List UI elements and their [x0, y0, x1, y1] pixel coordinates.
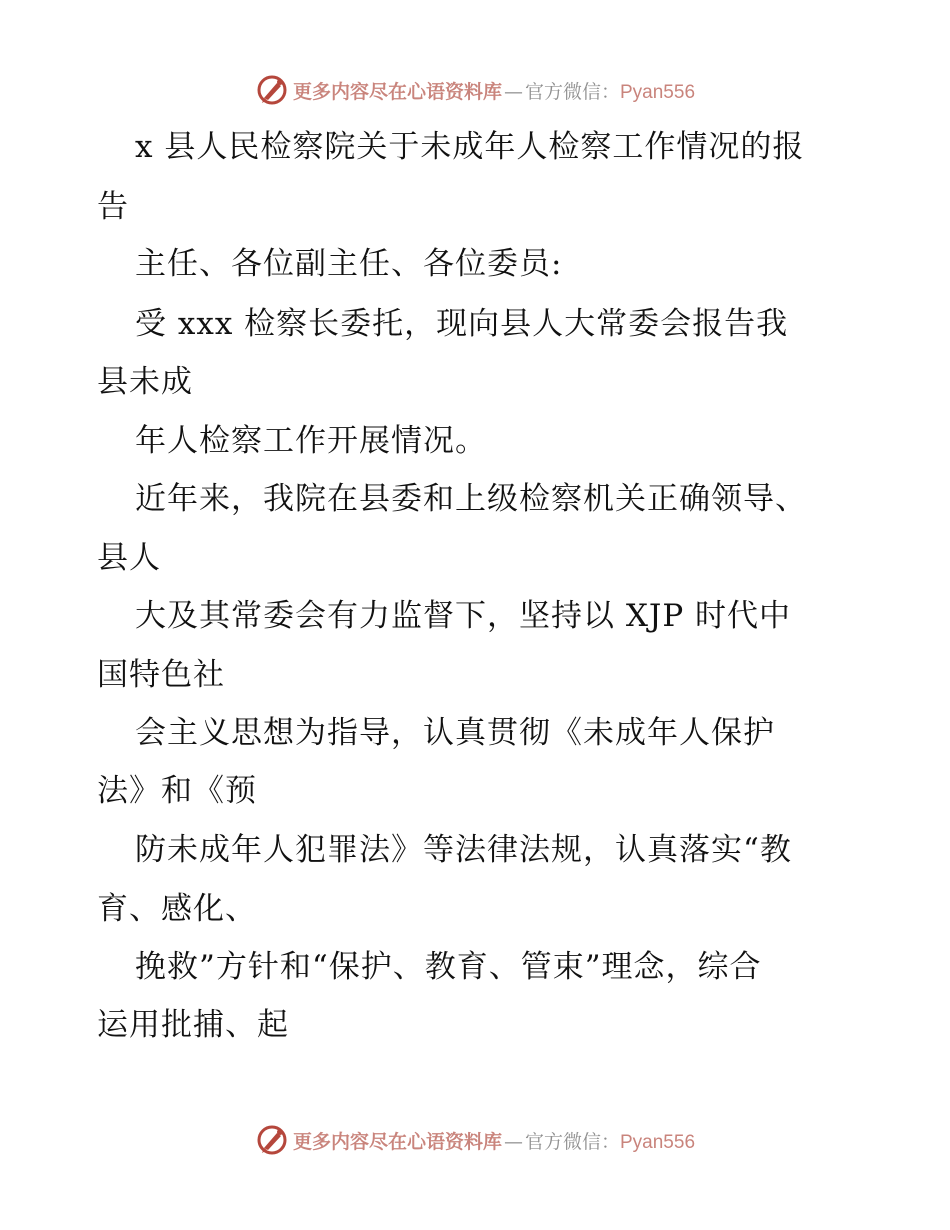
doc-line: 受 xxx 检察长委托，现向县人大常委会报告我 — [135, 306, 789, 342]
doc-line-salutation: 主任、各位副主任、各位委员: — [135, 246, 563, 282]
doc-line: 会主义思想为指导，认真贯彻《未成年人保护 — [135, 715, 775, 751]
doc-line: 县人 — [97, 540, 161, 576]
doc-line: 防未成年人犯罪法》等法律法规，认真落实“教 — [135, 832, 792, 868]
watermark-main-text: 更多内容尽在心语资料库 — [292, 80, 502, 103]
watermark-text — [293, 1127, 695, 1154]
doc-line: 国特色社 — [97, 657, 225, 693]
doc-line: 年人检察工作开展情况。 — [135, 423, 487, 459]
watermark-sub-text: 官方微信： — [524, 1130, 620, 1153]
doc-line: 育、感化、 — [97, 891, 257, 927]
watermark-wechat-id: Pyan556 — [620, 1131, 696, 1153]
watermark-wechat-id: Pyan556 — [620, 81, 696, 103]
doc-line-title-2: 告 — [97, 189, 129, 225]
doc-line: 大及其常委会有力监督下，坚持以 XJP 时代中 — [135, 598, 792, 634]
doc-line: 县未成 — [97, 364, 193, 400]
doc-line-title-1: x 县人民检察院关于未成年人检察工作情况的报 — [135, 129, 805, 165]
doc-line: 法》和《预 — [97, 773, 257, 809]
doc-line: 运用批捕、起 — [97, 1007, 289, 1043]
doc-line: 挽救”方针和“保护、教育、管束”理念，综合 — [135, 949, 762, 985]
watermark-sub-text: 官方微信： — [524, 80, 620, 103]
pen-circle-logo-icon — [255, 1123, 289, 1157]
watermark-text — [293, 77, 695, 104]
watermark-dash: — — [503, 1130, 523, 1153]
pen-circle-logo-icon — [255, 73, 289, 107]
watermark-dash: — — [503, 80, 523, 103]
watermark-main-text: 更多内容尽在心语资料库 — [292, 1130, 502, 1153]
footer-watermark — [0, 1120, 950, 1160]
doc-line: 近年来，我院在县委和上级检察机关正确领导、 — [135, 481, 807, 517]
header-watermark — [0, 70, 950, 110]
